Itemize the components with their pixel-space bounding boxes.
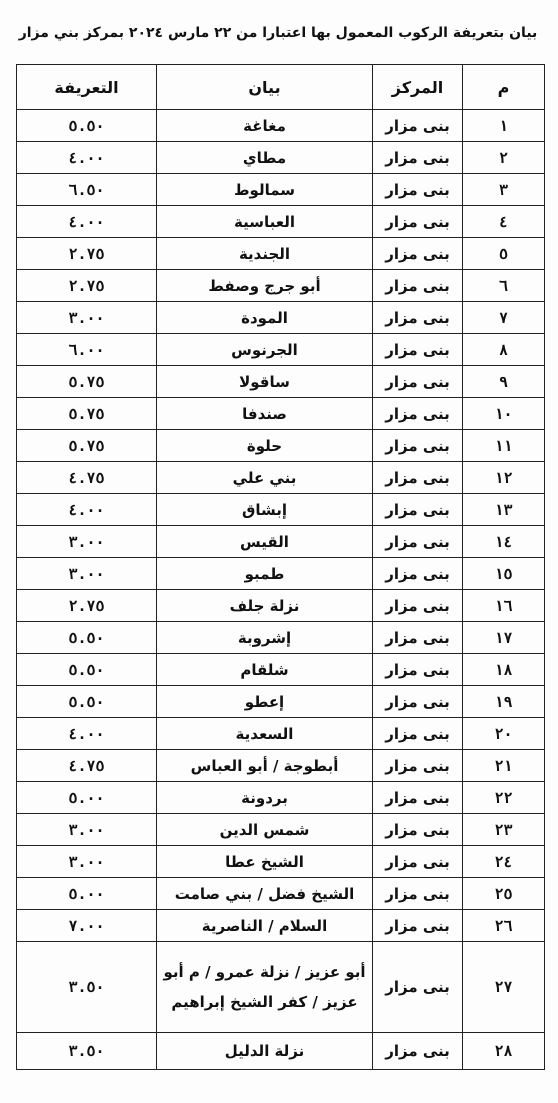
header-center: المركز [373, 65, 463, 110]
center-cell: بنى مزار [373, 622, 463, 654]
place-name-cell: مطاي [157, 142, 373, 174]
table-row [17, 398, 545, 430]
place-name-cell: أبطوجة / أبو العباس [157, 750, 373, 782]
center-cell: بنى مزار [373, 878, 463, 910]
fare-cell: ٣.٠٠ [17, 814, 157, 846]
place-name-cell: القيس [157, 526, 373, 558]
table-row [17, 686, 545, 718]
row-number-cell: ٢٠ [463, 718, 545, 750]
fare-cell: ٥.٠٠ [17, 782, 157, 814]
table-row [17, 718, 545, 750]
center-cell: بنى مزار [373, 558, 463, 590]
row-number-cell: ٣ [463, 174, 545, 206]
row-number-cell: ٢٦ [463, 910, 545, 942]
row-number-cell: ١٧ [463, 622, 545, 654]
place-name-cell: السعدية [157, 718, 373, 750]
fare-cell: ٥.٧٥ [17, 366, 157, 398]
row-number-cell: ٢٣ [463, 814, 545, 846]
table-row [17, 238, 545, 270]
row-number-cell: ١٣ [463, 494, 545, 526]
place-name-cell: بردونة [157, 782, 373, 814]
center-cell: بنى مزار [373, 238, 463, 270]
fare-cell: ٤.٠٠ [17, 206, 157, 238]
center-cell: بنى مزار [373, 910, 463, 942]
place-name-cell: مغاغة [157, 110, 373, 142]
row-number-cell: ٢٢ [463, 782, 545, 814]
fare-cell: ٣.٥٠ [17, 942, 157, 1033]
center-cell: بنى مزار [373, 334, 463, 366]
table-row [17, 526, 545, 558]
place-name-cell: الشيخ عطا [157, 846, 373, 878]
row-number-cell: ٤ [463, 206, 545, 238]
fare-cell: ٥.٥٠ [17, 622, 157, 654]
fare-cell: ٣.٠٠ [17, 302, 157, 334]
center-cell: بنى مزار [373, 142, 463, 174]
place-name-cell: طمبو [157, 558, 373, 590]
document-title: بيان بتعريفة الركوب المعمول بها اعتبارا من ٢٢ مارس ٢٠٢٤ بمركز بني مزار [18, 25, 538, 41]
fare-cell: ٣.٠٠ [17, 558, 157, 590]
row-number-cell: ٢٥ [463, 878, 545, 910]
place-name-cell: بني علي [157, 462, 373, 494]
center-cell: بنى مزار [373, 398, 463, 430]
fare-cell: ٤.٧٥ [17, 750, 157, 782]
fare-cell: ٥.٥٠ [17, 654, 157, 686]
fare-cell: ٥.٧٥ [17, 398, 157, 430]
fare-cell: ٣.٠٠ [17, 526, 157, 558]
table-row [17, 302, 545, 334]
fare-cell: ٣.٥٠ [17, 1033, 157, 1070]
center-cell: بنى مزار [373, 846, 463, 878]
table-row [17, 494, 545, 526]
place-name-cell: أبو عزيز / نزلة عمرو / م أبو عزيز / كفر الشيخ إبراهيم [157, 942, 373, 1033]
center-cell: بنى مزار [373, 814, 463, 846]
row-number-cell: ١ [463, 110, 545, 142]
row-number-cell: ٦ [463, 270, 545, 302]
center-cell: بنى مزار [373, 270, 463, 302]
center-cell: بنى مزار [373, 366, 463, 398]
table-row [17, 270, 545, 302]
place-name-cell: سمالوط [157, 174, 373, 206]
fare-cell: ٢.٧٥ [17, 238, 157, 270]
center-cell: بنى مزار [373, 494, 463, 526]
row-number-cell: ٢٧ [463, 942, 545, 1033]
table-row [17, 430, 545, 462]
center-cell: بنى مزار [373, 462, 463, 494]
table-row [17, 206, 545, 238]
center-cell: بنى مزار [373, 1033, 463, 1070]
header-num: م [463, 65, 545, 110]
table-row [17, 462, 545, 494]
fare-cell: ٥.٥٠ [17, 686, 157, 718]
row-number-cell: ٢ [463, 142, 545, 174]
fare-cell: ٤.٠٠ [17, 494, 157, 526]
place-name-cell: صندفا [157, 398, 373, 430]
center-cell: بنى مزار [373, 110, 463, 142]
row-number-cell: ٥ [463, 238, 545, 270]
table-row [17, 910, 545, 942]
table-row [17, 846, 545, 878]
center-cell: بنى مزار [373, 718, 463, 750]
place-name-cell: الجندية [157, 238, 373, 270]
row-number-cell: ٨ [463, 334, 545, 366]
center-cell: بنى مزار [373, 686, 463, 718]
table-row [17, 366, 545, 398]
center-cell: بنى مزار [373, 302, 463, 334]
place-name-cell: إبشاق [157, 494, 373, 526]
row-number-cell: ٩ [463, 366, 545, 398]
center-cell: بنى مزار [373, 590, 463, 622]
row-number-cell: ١٠ [463, 398, 545, 430]
place-name-cell: إشروبة [157, 622, 373, 654]
row-number-cell: ١٢ [463, 462, 545, 494]
place-name-cell: نزلة جلف [157, 590, 373, 622]
row-number-cell: ١٥ [463, 558, 545, 590]
fare-cell: ٥.٠٠ [17, 878, 157, 910]
table-row [17, 878, 545, 910]
fare-cell: ٣.٠٠ [17, 846, 157, 878]
place-name-cell: العباسية [157, 206, 373, 238]
table-row [17, 782, 545, 814]
fare-cell: ٥.٥٠ [17, 110, 157, 142]
row-number-cell: ١٨ [463, 654, 545, 686]
place-name-cell: أبو جرج وصفط [157, 270, 373, 302]
place-name-cell: شلقام [157, 654, 373, 686]
row-number-cell: ٧ [463, 302, 545, 334]
fare-cell: ٥.٧٥ [17, 430, 157, 462]
place-name-cell: إعطو [157, 686, 373, 718]
fare-cell: ٤.٠٠ [17, 718, 157, 750]
table-row [17, 174, 545, 206]
table-row [17, 654, 545, 686]
place-name-cell: الجرنوس [157, 334, 373, 366]
fare-cell: ٢.٧٥ [17, 590, 157, 622]
fare-cell: ٦.٠٠ [17, 334, 157, 366]
table-row [17, 814, 545, 846]
row-number-cell: ١١ [463, 430, 545, 462]
place-name-cell: ساقولا [157, 366, 373, 398]
row-number-cell: ٢٨ [463, 1033, 545, 1070]
fare-cell: ٢.٧٥ [17, 270, 157, 302]
fare-cell: ٤.٠٠ [17, 142, 157, 174]
table-row [17, 142, 545, 174]
header-name: بيان [157, 65, 373, 110]
fare-cell: ٤.٧٥ [17, 462, 157, 494]
row-number-cell: ١٦ [463, 590, 545, 622]
table-row [17, 558, 545, 590]
table-row [17, 590, 545, 622]
row-number-cell: ١٤ [463, 526, 545, 558]
place-name-cell: السلام / الناصرية [157, 910, 373, 942]
place-name-cell: الشيخ فضل / بني صامت [157, 878, 373, 910]
center-cell: بنى مزار [373, 526, 463, 558]
table-row [17, 110, 545, 142]
row-number-cell: ٢٤ [463, 846, 545, 878]
header-fare: التعريفة [17, 65, 157, 110]
fare-cell: ٦.٥٠ [17, 174, 157, 206]
place-name-cell: شمس الدين [157, 814, 373, 846]
center-cell: بنى مزار [373, 430, 463, 462]
table-row [17, 622, 545, 654]
table-row [17, 750, 545, 782]
row-number-cell: ٢١ [463, 750, 545, 782]
center-cell: بنى مزار [373, 942, 463, 1033]
row-number-cell: ١٩ [463, 686, 545, 718]
table-header-row [17, 65, 545, 110]
fare-cell: ٧.٠٠ [17, 910, 157, 942]
place-name-cell: حلوة [157, 430, 373, 462]
table-row [17, 334, 545, 366]
place-name-cell: المودة [157, 302, 373, 334]
table-row [17, 942, 545, 1033]
center-cell: بنى مزار [373, 206, 463, 238]
table-row [17, 1033, 545, 1070]
center-cell: بنى مزار [373, 174, 463, 206]
place-name-cell: نزلة الدليل [157, 1033, 373, 1070]
center-cell: بنى مزار [373, 654, 463, 686]
fare-table [16, 64, 545, 1070]
center-cell: بنى مزار [373, 750, 463, 782]
center-cell: بنى مزار [373, 782, 463, 814]
